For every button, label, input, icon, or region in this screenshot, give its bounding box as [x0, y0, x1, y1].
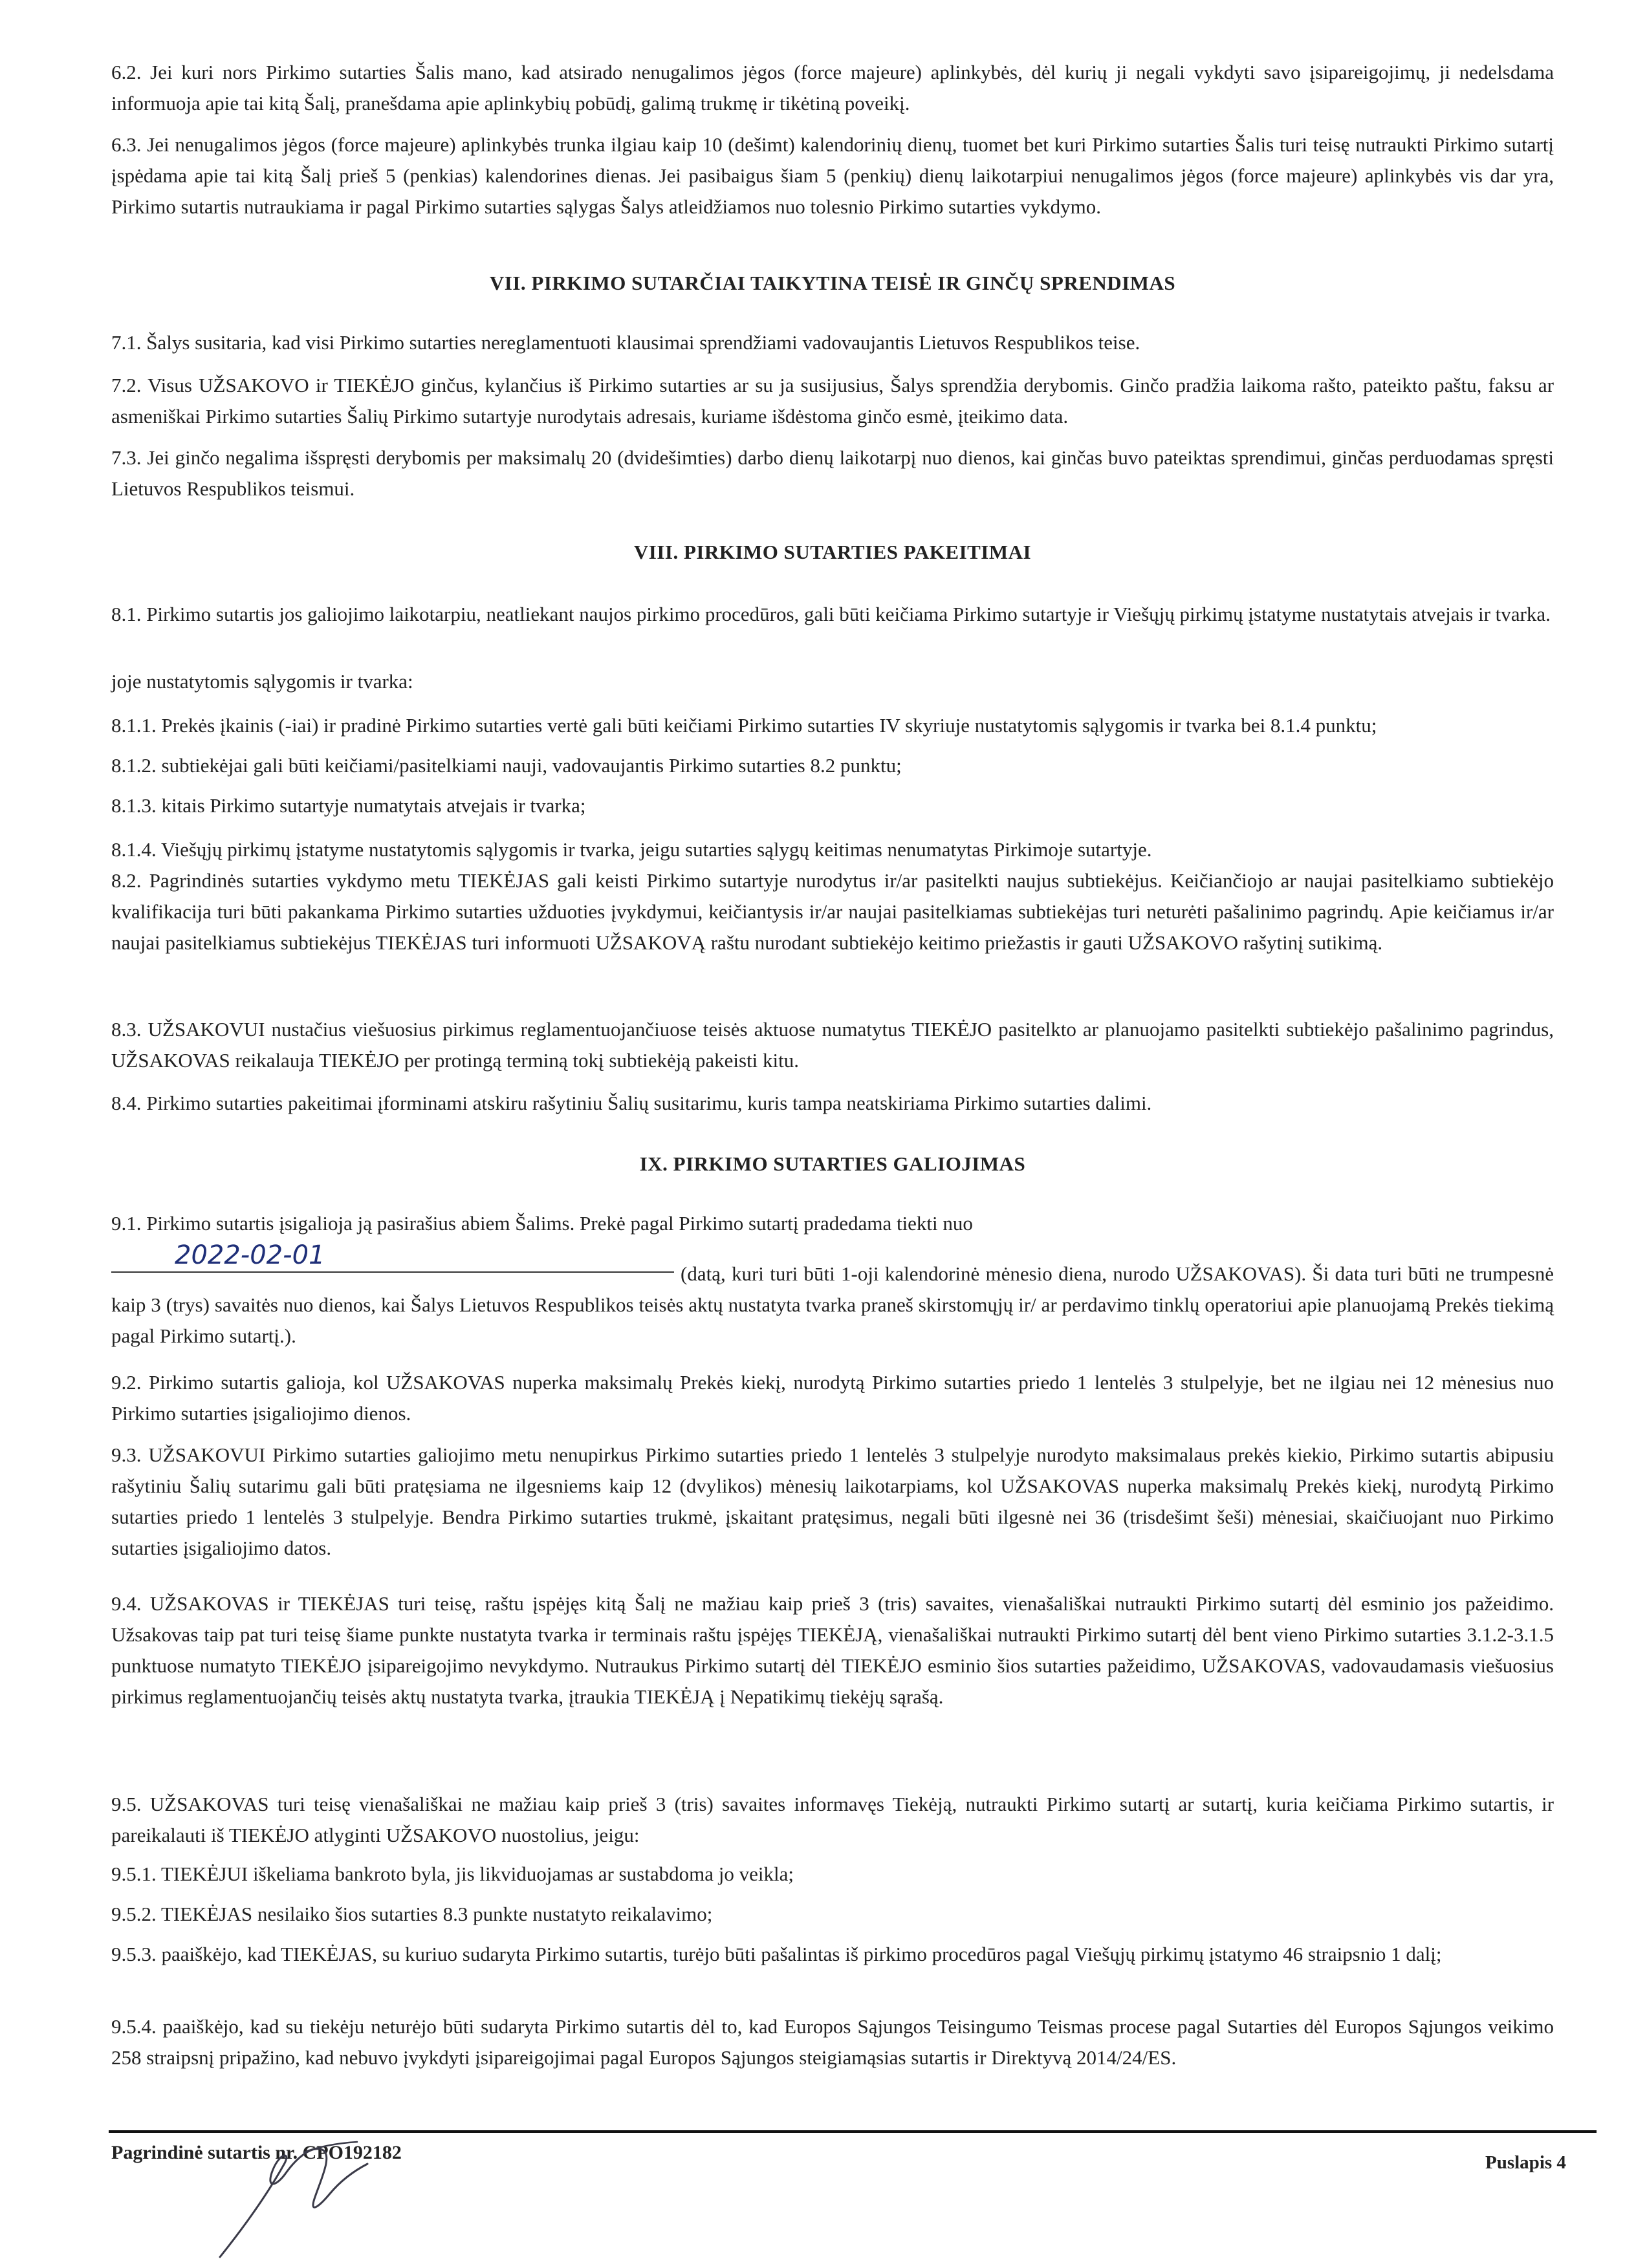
clause-8-1-2: 8.1.2. subtiekėjai gali būti keičiami/pasitelkiami nauji, vadovaujantis Pirkimo sutarties 8.2 punktu; — [111, 754, 902, 777]
clause-7-3: 7.3. Jei ginčo negalima išspręsti derybomis per maksimalų 20 (dvidešimties) darbo dienų laikotarpį nuo dienos, kai ginčas buvo pateiktas sprendimui, ginčas perduodamas spręsti Lietuvos Respublikos teismui. — [111, 446, 1554, 500]
handwritten-start-date: 2022-02-01 — [175, 1240, 325, 1270]
clause-8-3: 8.3. UŽSAKOVUI nustačius viešuosius pirkimus reglamentuojančiuose teisės aktuose numatytus TIEKĖJO pasitelkto ar planuojamo pasitelkti subtiekėjo pašalinimo pagrindus, UŽSAKOVAS reikalauja TIEKĖJO per protingą terminą tokį subtiekėją pakeisti kitu. — [111, 1018, 1554, 1072]
clause-9-5-2: 9.5.2. TIEKĖJAS nesilaiko šios sutarties 8.3 punkte nustatyto reikalavimo; — [111, 1903, 713, 1925]
page-number: Puslapis 4 — [1485, 2152, 1566, 2173]
handwritten-signature — [207, 2134, 388, 2263]
section-heading-ix: IX. PIRKIMO SUTARTIES GALIOJIMAS — [639, 1152, 1026, 1175]
clause-9-2: 9.2. Pirkimo sutartis galioja, kol UŽSAKOVAS nuperka maksimalų Prekės kiekį, nurodytą Pirkimo sutarties priedo 1 lentelės 3 stulpelyje, bet ne ilgiau nei 12 mėnesius nuo Pirkimo sutarties įsigaliojimo dienos. — [111, 1371, 1554, 1425]
clause-9-5: 9.5. UŽSAKOVAS turi teisę vienašališkai ne mažiau kaip prieš 3 (tris) savaites informavęs Tiekėją, nutraukti Pirkimo sutartį ar sutartį, kuria keičiama Pirkimo sutartis, ir pareikalauti iš TIEKĖJO atlyginti UŽSAKOVO nuostolius, jeigu: — [111, 1793, 1554, 1846]
clause-8-4: 8.4. Pirkimo sutarties pakeitimai įforminami atskiru rašytiniu Šalių susitarimu, kuris tampa neatskiriama Pirkimo sutarties dalimi. — [111, 1092, 1152, 1114]
clause-9-1: 9.1. Pirkimo sutartis įsigalioja ją pasirašius abiem Šalims. Prekė pagal Pirkimo sutartį pradedama tiekti nuo — [111, 1212, 973, 1235]
clause-9-3: 9.3. UŽSAKOVUI Pirkimo sutarties galiojimo metu nenupirkus Pirkimo sutarties priedo 1 lentelės 3 stulpelyje nurodyto maksimalaus prekės kiekio, Pirkimo sutartis abipusiu rašytiniu Šalių sutarimu gali būti pratęsiama ne ilgesniems kaip 12 (dvylikos) mėnesių laikotarpiams, kol UŽSAKOVAS nuperka maksimalų Prekės kiekį, nurodytą Pirkimo sutarties priedo 1 lentelės 3 stulpelyje. Bendra Pirkimo sutarties trukmė, įskaitant pratęsimus, negali būti ilgesnė nei 36 (trisdešimt šeši) mėnesiai, skaičiuojant nuo Pirkimo sutarties įsigaliojimo datos. — [111, 1443, 1554, 1559]
clause-7-1: 7.1. Šalys susitaria, kad visi Pirkimo sutarties nereglamentuoti klausimai sprendžiami vadovaujantis Lietuvos Respublikos teise. — [111, 331, 1140, 354]
footer-divider — [109, 2130, 1597, 2133]
clause-9-5-4: 9.5.4. paaiškėjo, kad su tiekėju neturėjo būti sudaryta Pirkimo sutartis dėl to, kad Europos Sąjungos Teisingumo Teismas procese pagal Sutarties dėl Europos Sąjungos veikimo 258 straipsnį pripažino, kad nebuvo įvykdyti įsipareigojimai pagal Europos Sąjungos steigiamąsias sutartis ir Direktyvą 2014/24/ES. — [111, 2015, 1554, 2069]
clause-6-3: 6.3. Jei nenugalimos jėgos (force majeure) aplinkybės trunka ilgiau kaip 10 (dešimt) kalendorinių dienų, tuomet bet kuri Pirkimo sutarties Šalis turi teisę nutraukti Pirkimo sutartį įspėdama apie tai kitą Šalį prieš 5 (penkias) kalendorines dienas. Jei pasibaigus šiam 5 (penkių) dienų laikotarpiui nenugalimos jėgos (force majeure) aplinkybės vis dar yra, Pirkimo sutartis nutraukiama ir pagal Pirkimo sutarties sąlygas Šalys atleidžiamos nuo tolesnio Pirkimo sutarties vykdymo. — [111, 133, 1554, 218]
section-heading-viii: VIII. PIRKIMO SUTARTIES PAKEITIMAI — [633, 541, 1032, 563]
clause-9-5-1: 9.5.1. TIEKĖJUI iškeliama bankroto byla, jis likviduojamas ar sustabdoma jo veikla; — [111, 1863, 794, 1885]
clause-6-2: 6.2. Jei kuri nors Pirkimo sutarties Šalis mano, kad atsirado nenugalimos jėgos (force majeure) aplinkybės, dėl kurių ji negali vykdyti savo įsipareigojimų, ji nedelsdama informuoja apie tai kitą Šalį, pranešdama apie aplinkybių pobūdį, galimą trukmę ir tikėtiną poveikį. — [111, 61, 1554, 114]
clause-8-1-1: 8.1.1. Prekės įkainis (-iai) ir pradinė Pirkimo sutarties vertė gali būti keičiami Pirkimo sutarties IV skyriuje nustatytomis sąlygomis ir tvarka bei 8.1.4 punktu; — [111, 714, 1377, 737]
clause-8-1-3: 8.1.3. kitais Pirkimo sutartyje numatytais atvejais ir tvarka; — [111, 794, 586, 817]
clause-8-1-4: 8.1.4. Viešųjų pirkimų įstatyme nustatytomis sąlygomis ir tvarka, jeigu sutarties sąlygų keitimas nenumatytas Pirkimoje sutartyje. — [111, 838, 1152, 861]
clause-9-5-3: 9.5.3. paaiškėjo, kad TIEKĖJAS, su kuriuo sudaryta Pirkimo sutartis, turėjo būti pašalintas iš pirkimo procedūros pagal Viešųjų pirkimų įstatymo 46 straipsnio 1 dalį; — [111, 1943, 1442, 1965]
clause-9-4: 9.4. UŽSAKOVAS ir TIEKĖJAS turi teisę, raštu įspėjęs kitą Šalį ne mažiau kaip prieš 3 (tris) savaites, vienašališkai nutraukti Pirkimo sutartį dėl esminio jos pažeidimo. Užsakovas taip pat turi teisę šiame punkte nustatyta tvarka ir terminais raštu įspėjęs TIEKĖJĄ, vienašališkai nutraukti Pirkimo sutartį dėl bent vieno Pirkimo sutarties 3.1.2-3.1.5 punktuose numatyto TIEKĖJO įsipareigojimo nevykdymo. Nutraukus Pirkimo sutartį dėl TIEKĖJO esminio šios sutarties pažeidimo, UŽSAKOVAS, vadovaudamasis viešuosius pirkimus reglamentuojančių teisės aktų nustatyta tvarka, įtraukia TIEKĖJĄ į Nepatikimų tiekėjų sąrašą. — [111, 1592, 1554, 1708]
clause-8-1: 8.1. Pirkimo sutartis jos galiojimo laikotarpiu, neatliekant naujos pirkimo procedūros, gali būti keičiama Pirkimo sutartyje ir Viešųjų pirkimų įstatyme nustatytais atvejais ir tvarka. — [111, 603, 1551, 625]
clause-9-1-continuation: (datą, kuri turi būti 1-oji kalendorinė mėnesio diena, nurodo UŽSAKOVAS). Ši data turi būti ne trumpesnė kaip 3 (trys) savaitės nuo dienos, kai Šalys Lietuvos Respublikos teisės aktų nustatyta tvarka praneš skirstomųjų ir/ ar perdavimo tinklų operatoriui apie planuojamą Prekės tiekimą pagal Pirkimo sutartį.). — [111, 1262, 1554, 1347]
clause-8-1-continuation: joje nustatytomis sąlygomis ir tvarka: — [111, 670, 413, 693]
clause-7-2: 7.2. Visus UŽSAKOVO ir TIEKĖJO ginčus, kylančius iš Pirkimo sutarties ar su ja susijusius, Šalys sprendžia derybomis. Ginčo pradžia laikoma rašto, pateikto paštu, faksu ar asmeniškai Pirkimo sutarties Šalių Pirkimo sutartyje nurodytais adresais, kuriame išdėstoma ginčo esmė, įteikimo data. — [111, 374, 1554, 427]
section-heading-vii: VII. PIRKIMO SUTARČIAI TAIKYTINA TEISĖ IR GINČŲ SPRENDIMAS — [489, 272, 1176, 294]
clause-8-2: 8.2. Pagrindinės sutarties vykdymo metu TIEKĖJAS gali keisti Pirkimo sutartyje nurodytus ir/ar pasitelkti naujus subtiekėjus. Keičiančiojo ar naujai pasitelkiamo subtiekėjo kvalifikacija turi būti pakankama Pirkimo sutarties užduoties įvykdymui, keičiantysis ir/ar naujai pasitelkiamas subtiekėjas turi neturėti pašalinimo pagrindų. Apie keičiamus ir/ar naujai pasitelkiamus subtiekėjus TIEKĖJAS turi informuoti UŽSAKOVĄ raštu nurodant subtiekėjo keitimo priežastis ir gauti UŽSAKOVO rašytinį sutikimą. — [111, 869, 1554, 954]
contract-number: Pagrindinė sutartis nr. CPO192182 — [111, 2142, 402, 2163]
